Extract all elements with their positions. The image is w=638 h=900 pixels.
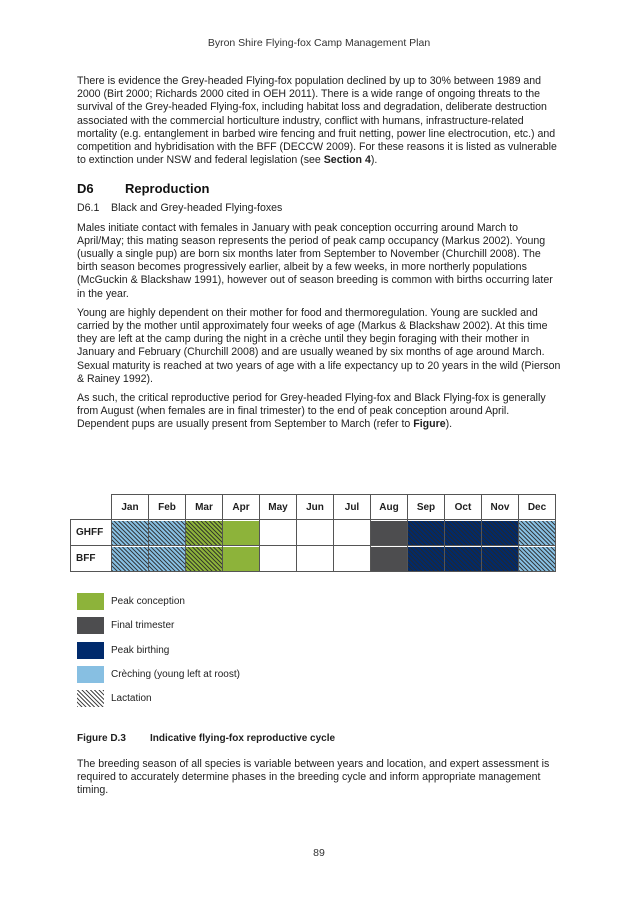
month-aug: Aug bbox=[371, 495, 408, 520]
phase-fill bbox=[260, 521, 296, 545]
cycle-cell-feb bbox=[149, 520, 186, 546]
legend-item-lactation bbox=[77, 690, 240, 707]
phase-fill bbox=[149, 521, 185, 545]
figure-reference: Figure bbox=[413, 418, 446, 431]
running-header: Byron Shire Flying-fox Camp Management Plan bbox=[207, 37, 431, 49]
young-paragraph: Young are highly dependent on their mother for food and thermoregulation. Young are suckled and carried by the mother until approximately four weeks of age (Markus & Blackshaw 2002). At this time they are left at the camp during the night in a crèche until they begin foraging with their mother in January and February (Churchill 2008) and are usually weaned by six months of age around March. Sexual maturity is reached at two years of age with a life expectancy up to 20 years in the wild (Pierson & Rainey 1992). bbox=[77, 306, 561, 385]
phase-fill bbox=[519, 547, 555, 571]
legend-item-birthing bbox=[77, 642, 240, 659]
mating-paragraph: Males initiate contact with females in January with peak conception occurring around March to April/May; this mating season represents the period of peak camp occupancy (Markus 2002). Young (usually a single pup) are born six months later from September to November (Churchill 2008). The birth season becomes progressively earlier, albeit by a few weeks, in more northerly populations (McGuckin & Blackshaw 1991), however out of season breeding is common with births occurring later in the year. bbox=[77, 221, 553, 300]
row-label: GHFF bbox=[71, 520, 112, 546]
phase-fill bbox=[371, 521, 407, 545]
phase-fill bbox=[519, 521, 555, 545]
phase-fill bbox=[334, 547, 370, 571]
row-label: BFF bbox=[71, 546, 112, 572]
month-jul: Jul bbox=[334, 495, 371, 520]
phase-fill bbox=[186, 521, 222, 545]
cycle-cell-apr bbox=[223, 520, 260, 546]
cycle-cell-jan bbox=[112, 546, 149, 572]
legend-label: Peak conception bbox=[111, 596, 185, 607]
cycle-cell-may bbox=[260, 546, 297, 572]
intro-text-end: ). bbox=[370, 154, 378, 167]
phase-fill bbox=[297, 547, 333, 571]
phase-fill bbox=[445, 521, 481, 545]
swatch-lactation bbox=[77, 690, 104, 707]
cycle-cell-feb bbox=[149, 546, 186, 572]
intro-text: There is evidence the Grey-headed Flying-fox population declined by up to 30% between 1989 and 2000 (Birt 2000; Richards 2000 cited in OEH 2011). There is a wide range of ongoing threats to the survival of the Grey-headed Flying-fox, including habitat loss and degradation, deliberate destruction associated with the commercial horticulture industry, conflict with humans, infrastructure-related mortality (e.g. entanglement in barbed wire fencing and fruit netting, power line electrocution, etc.) and competition and hybridisation with the BFF (DECCW 2009). For these reasons it is listed as vulnerable to extinction under NSW and federal legislation (see bbox=[77, 75, 557, 167]
intro-paragraph bbox=[77, 75, 563, 167]
month-jan: Jan bbox=[112, 495, 149, 520]
month-apr: Apr bbox=[223, 495, 260, 520]
phase-fill bbox=[334, 521, 370, 545]
subsection-number: D6.1 bbox=[77, 202, 100, 215]
cycle-cell-nov bbox=[482, 520, 519, 546]
cycle-cell-oct bbox=[445, 520, 482, 546]
figure-number: Figure D.3 bbox=[77, 733, 126, 744]
critical-text-end: ). bbox=[445, 418, 453, 431]
phase-fill bbox=[482, 521, 518, 545]
critical-period-paragraph bbox=[77, 392, 563, 432]
section-number: D6 bbox=[77, 181, 94, 197]
cycle-cell-jan bbox=[112, 520, 149, 546]
subsection-heading bbox=[77, 202, 563, 215]
swatch-creching bbox=[77, 666, 104, 683]
section-heading bbox=[77, 181, 563, 196]
phase-fill bbox=[223, 547, 259, 571]
month-feb: Feb bbox=[149, 495, 186, 520]
legend-item-conception bbox=[77, 593, 240, 610]
phase-fill bbox=[112, 521, 148, 545]
figure-title: Indicative flying-fox reproductive cycle bbox=[150, 733, 336, 744]
section-reference: Section 4 bbox=[323, 154, 371, 167]
legend-label: Final trimester bbox=[111, 620, 175, 632]
month-header-row bbox=[71, 495, 556, 520]
cycle-legend bbox=[77, 593, 240, 714]
month-sep: Sep bbox=[408, 495, 445, 520]
cycle-cell-sep bbox=[408, 546, 445, 572]
cycle-cell-dec bbox=[519, 520, 556, 546]
section-title: Reproduction bbox=[125, 181, 210, 197]
cycle-cell-mar bbox=[186, 520, 223, 546]
phase-fill bbox=[408, 521, 444, 545]
cycle-cell-jul bbox=[334, 520, 371, 546]
cycle-cell-may bbox=[260, 520, 297, 546]
figure-caption bbox=[77, 733, 335, 744]
cycle-cell-jun bbox=[297, 520, 334, 546]
month-mar: Mar bbox=[186, 495, 223, 520]
phase-fill bbox=[112, 547, 148, 571]
cycle-cell-mar bbox=[186, 546, 223, 572]
page-number: 89 bbox=[313, 847, 325, 859]
phase-fill bbox=[260, 547, 296, 571]
phase-fill bbox=[445, 547, 481, 571]
table-corner bbox=[71, 495, 112, 520]
legend-item-trimester bbox=[77, 617, 240, 634]
swatch-conception bbox=[77, 593, 104, 610]
cycle-cell-aug bbox=[371, 520, 408, 546]
legend-label: Peak birthing bbox=[111, 644, 170, 656]
cycle-cell-apr bbox=[223, 546, 260, 572]
phase-fill bbox=[149, 547, 185, 571]
reproductive-cycle-table bbox=[70, 494, 556, 572]
closing-paragraph: The breeding season of all species is variable between years and location, and expert assessment is required to accurately determine phases in the breeding cycle and inform appropriate management timing. bbox=[77, 758, 550, 797]
phase-fill bbox=[371, 547, 407, 571]
month-oct: Oct bbox=[445, 495, 482, 520]
phase-fill bbox=[186, 547, 222, 571]
legend-item-creching bbox=[77, 666, 240, 683]
month-dec: Dec bbox=[519, 495, 556, 520]
body-content bbox=[77, 75, 563, 438]
cycle-cell-dec bbox=[519, 546, 556, 572]
legend-label: Crèching (young left at roost) bbox=[111, 668, 240, 680]
legend-label: Lactation bbox=[111, 693, 152, 705]
phase-fill bbox=[297, 521, 333, 545]
cycle-row-bff bbox=[71, 546, 556, 572]
swatch-trimester bbox=[77, 617, 104, 634]
cycle-cell-nov bbox=[482, 546, 519, 572]
phase-fill bbox=[482, 547, 518, 571]
cycle-cell-oct bbox=[445, 546, 482, 572]
month-jun: Jun bbox=[297, 495, 334, 520]
critical-text: As such, the critical reproductive period for Grey-headed Flying-fox and Black Flying-fox is generally from August (when females are in final trimester) to the end of peak conception around April. Dependent pups are usually present from September to March (refer to bbox=[77, 392, 546, 431]
month-may: May bbox=[260, 495, 297, 520]
cycle-cell-jul bbox=[334, 546, 371, 572]
month-nov: Nov bbox=[482, 495, 519, 520]
cycle-cell-sep bbox=[408, 520, 445, 546]
cycle-row-ghff bbox=[71, 520, 556, 546]
swatch-birthing bbox=[77, 642, 104, 659]
phase-fill bbox=[408, 547, 444, 571]
subsection-title: Black and Grey-headed Flying-foxes bbox=[111, 202, 283, 215]
phase-fill bbox=[223, 521, 259, 545]
cycle-cell-aug bbox=[371, 546, 408, 572]
cycle-cell-jun bbox=[297, 546, 334, 572]
